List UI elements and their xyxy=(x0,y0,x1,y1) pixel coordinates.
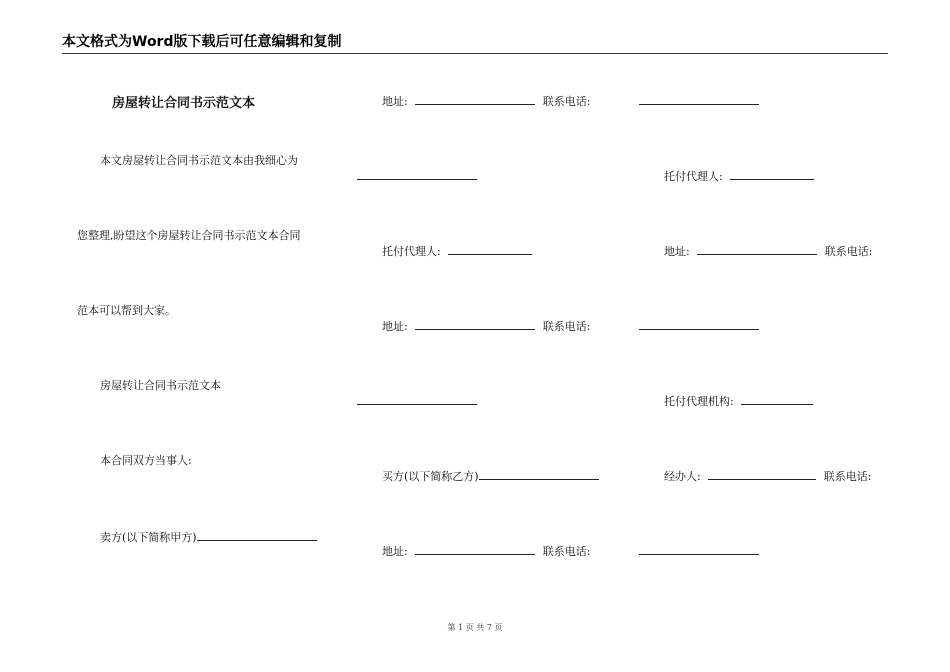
seller-label: 卖方(以下简称甲方) xyxy=(100,531,197,544)
agent-field-1 xyxy=(382,243,532,259)
phone-label: 联系电话: xyxy=(542,545,591,558)
continuation-blank-2 xyxy=(357,404,477,405)
buyer-field xyxy=(382,468,599,484)
address-blank xyxy=(415,93,535,105)
address-field-1 xyxy=(382,93,590,109)
agent-field-2 xyxy=(664,168,814,184)
agency-label: 托付代理机构: xyxy=(664,395,734,408)
document-title: 房屋转让合同书示范文本 xyxy=(112,96,256,111)
intro-line-3: 范本可以帮到大家。 xyxy=(77,304,176,317)
buyer-label: 买方(以下简称乙方) xyxy=(382,470,479,483)
phone-label: 联系电话: xyxy=(542,95,591,108)
buyer-blank xyxy=(479,468,599,480)
address-blank xyxy=(697,243,817,255)
seller-field xyxy=(100,529,317,545)
phone-blank-3 xyxy=(639,554,759,555)
parties-label: 本合同双方当事人: xyxy=(100,454,192,467)
intro-line-1: 本文房屋转让合同书示范文本由我细心为 xyxy=(100,154,298,167)
address-label: 地址: xyxy=(382,545,408,558)
handler-blank xyxy=(708,468,816,480)
phone-blank-2 xyxy=(639,329,759,330)
page-number: 第 1 页 共 7 页 xyxy=(447,623,503,632)
address-label: 地址: xyxy=(664,245,690,258)
address-label: 地址: xyxy=(382,320,408,333)
phone-blank-1 xyxy=(639,104,759,105)
phone-label: 联系电话: xyxy=(823,470,872,483)
phone-label: 联系电话: xyxy=(542,320,591,333)
handler-label: 经办人: xyxy=(664,470,701,483)
address-field-4 xyxy=(664,243,872,259)
agent-blank xyxy=(448,243,532,255)
handler-field xyxy=(664,468,871,484)
page-header: 本文格式为Word版下载后可任意编辑和复制 xyxy=(62,33,888,54)
agent-label: 托付代理人: xyxy=(382,245,441,258)
phone-label: 联系电话: xyxy=(824,245,873,258)
agent-label: 托付代理人: xyxy=(664,170,723,183)
address-label: 地址: xyxy=(382,95,408,108)
continuation-blank-1 xyxy=(357,179,477,180)
seller-blank xyxy=(197,529,317,541)
address-blank xyxy=(415,543,535,555)
address-field-3 xyxy=(382,543,590,559)
agency-blank xyxy=(741,393,813,405)
address-field-2 xyxy=(382,318,590,334)
agent-blank xyxy=(730,168,814,180)
agency-field xyxy=(664,393,813,409)
section-subtitle: 房屋转让合同书示范文本 xyxy=(100,379,221,392)
intro-line-2: 您整理,盼望这个房屋转让合同书示范文本合同 xyxy=(77,229,301,242)
address-blank xyxy=(415,318,535,330)
